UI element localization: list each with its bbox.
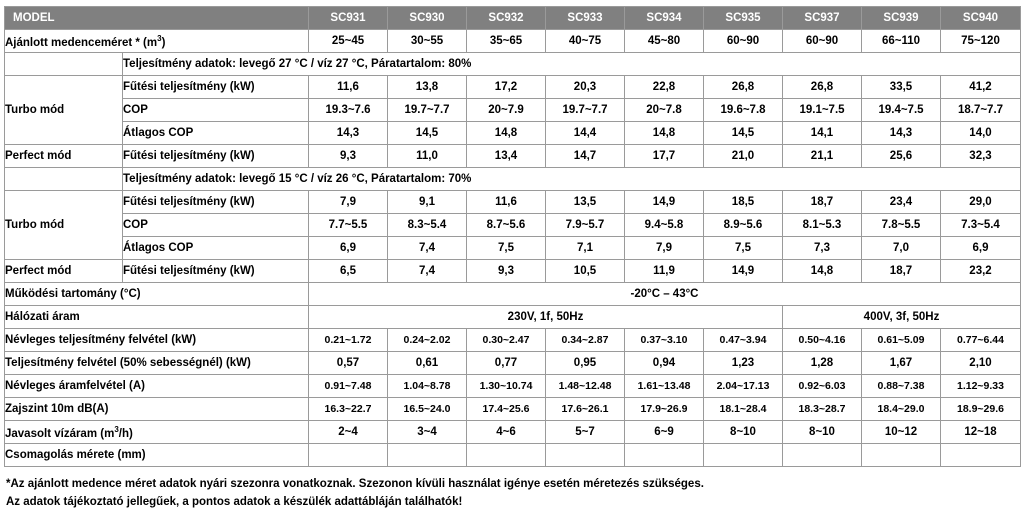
cell-value: 1,23 xyxy=(704,352,783,375)
row-sub-label: Átlagos COP xyxy=(123,237,309,260)
header-model-sc940: SC940 xyxy=(941,7,1021,30)
cell-value: 3~4 xyxy=(388,421,467,444)
cell-value: 26,8 xyxy=(783,76,862,99)
cell-value: 8~10 xyxy=(704,421,783,444)
row-group-label: Perfect mód xyxy=(5,260,123,283)
cell-value: 25,6 xyxy=(862,145,941,168)
footnote-1: *Az ajánlott medence méret adatok nyári szezonra vonatkoznak. Szezonon kívüli használat igénye esetén méretezés szükséges. xyxy=(6,478,704,490)
table-row xyxy=(5,122,1021,145)
cell-value: 2,10 xyxy=(941,352,1021,375)
cell-value: 20~7.9 xyxy=(467,99,546,122)
cell-value: 7,4 xyxy=(388,260,467,283)
cell-value: 26,8 xyxy=(704,76,783,99)
cell-value: 18,5 xyxy=(704,191,783,214)
cell-value: 0,94 xyxy=(625,352,704,375)
header-model-sc931: SC931 xyxy=(309,7,388,30)
table-row xyxy=(5,76,1021,99)
cell-value: 18,7 xyxy=(862,260,941,283)
cell-value: 12~18 xyxy=(941,421,1021,444)
row-group-label: Turbo mód xyxy=(5,76,123,145)
cell-value: 1.04~8.78 xyxy=(388,375,467,398)
cell-value: 13,5 xyxy=(546,191,625,214)
cell-value: 1,28 xyxy=(783,352,862,375)
cell-value: 0.47~3.94 xyxy=(704,329,783,352)
cell-value: 0.37~3.10 xyxy=(625,329,704,352)
table-band-row xyxy=(5,53,1021,76)
table-row xyxy=(5,306,1021,329)
cell-value: 8.7~5.6 xyxy=(467,214,546,237)
cell-value: 7.9~5.7 xyxy=(546,214,625,237)
cell-value: 13,8 xyxy=(388,76,467,99)
cell-value: 7,5 xyxy=(704,237,783,260)
cell-value xyxy=(625,444,704,467)
cell-value: 0.77~6.44 xyxy=(941,329,1021,352)
cell-value: 23,2 xyxy=(941,260,1021,283)
cell-value: 1.61~13.48 xyxy=(625,375,704,398)
cell-value: 14,9 xyxy=(625,191,704,214)
row-sub-label: Fűtési teljesítmény (kW) xyxy=(123,260,309,283)
row-sub-label: COP xyxy=(123,214,309,237)
cell-value: 0.50~4.16 xyxy=(783,329,862,352)
cell-value: 11,9 xyxy=(625,260,704,283)
cell-value: 9,1 xyxy=(388,191,467,214)
footnote-2: Az adatok tájékoztató jellegűek, a pontos adatok a készülék adattábláján találhatók! xyxy=(6,495,463,508)
cell-value: 13,4 xyxy=(467,145,546,168)
row-label: Névleges áramfelvétel (A) xyxy=(5,375,309,398)
cell-value: 7.3~5.4 xyxy=(941,214,1021,237)
cell-value: 22,8 xyxy=(625,76,704,99)
cell-value: 16.3~22.7 xyxy=(309,398,388,421)
band-label: Teljesítmény adatok: levegő 15 °C / víz 26 °C, Páratartalom: 70% xyxy=(123,168,1021,191)
cell-value xyxy=(309,444,388,467)
cell-value: 21,1 xyxy=(783,145,862,168)
cell-value: 14,8 xyxy=(467,122,546,145)
table-row xyxy=(5,145,1021,168)
row-label: Zajszint 10m dB(A) xyxy=(5,398,309,421)
cell-value: 41,2 xyxy=(941,76,1021,99)
cell-value xyxy=(467,444,546,467)
table-row xyxy=(5,375,1021,398)
cell-value: 9.4~5.8 xyxy=(625,214,704,237)
cell-value: 6,9 xyxy=(309,237,388,260)
cell-value: 14,4 xyxy=(546,122,625,145)
cell-value: 2.04~17.13 xyxy=(704,375,783,398)
cell-value: 11,0 xyxy=(388,145,467,168)
cell-value: 40~75 xyxy=(546,30,625,53)
cell-value: 18.7~7.7 xyxy=(941,99,1021,122)
table-row xyxy=(5,421,1021,444)
cell-value: 6,5 xyxy=(309,260,388,283)
cell-value: 4~6 xyxy=(467,421,546,444)
cell-value: 25~45 xyxy=(309,30,388,53)
cell-value: 0,95 xyxy=(546,352,625,375)
table-header-row xyxy=(5,7,1021,30)
header-model-sc932: SC932 xyxy=(467,7,546,30)
table-row xyxy=(5,283,1021,306)
footnotes xyxy=(6,476,1018,510)
cell-value: 0.92~6.03 xyxy=(783,375,862,398)
cell-value: 8.9~5.6 xyxy=(704,214,783,237)
table-row xyxy=(5,237,1021,260)
row-group-label: Perfect mód xyxy=(5,145,123,168)
cell-value: 14,1 xyxy=(783,122,862,145)
cell-value: 7,0 xyxy=(862,237,941,260)
cell-value: 0,77 xyxy=(467,352,546,375)
row-group-label: Turbo mód xyxy=(5,191,123,260)
cell-value: 14,3 xyxy=(309,122,388,145)
band-label: Teljesítmény adatok: levegő 27 °C / víz 27 °C, Páratartalom: 80% xyxy=(123,53,1021,76)
span-value: -20°C – 43°C xyxy=(309,283,1021,306)
cell-value: 30~55 xyxy=(388,30,467,53)
band-spacer xyxy=(5,53,123,76)
cell-value: 0.91~7.48 xyxy=(309,375,388,398)
cell-value: 0.24~2.02 xyxy=(388,329,467,352)
cell-value: 1,67 xyxy=(862,352,941,375)
cell-value: 0.30~2.47 xyxy=(467,329,546,352)
cell-value: 16.5~24.0 xyxy=(388,398,467,421)
cell-value: 7,9 xyxy=(625,237,704,260)
cell-value: 7,1 xyxy=(546,237,625,260)
cell-value: 11,6 xyxy=(467,191,546,214)
cell-value: 19.1~7.5 xyxy=(783,99,862,122)
cell-value: 17,7 xyxy=(625,145,704,168)
cell-value: 14,8 xyxy=(783,260,862,283)
split-value-right: 400V, 3f, 50Hz xyxy=(783,306,1021,329)
table-row xyxy=(5,30,1021,53)
cell-value: 7,9 xyxy=(309,191,388,214)
row-label: Csomagolás mérete (mm) xyxy=(5,444,309,467)
header-model-sc933: SC933 xyxy=(546,7,625,30)
cell-value: 18,7 xyxy=(783,191,862,214)
cell-value: 14,0 xyxy=(941,122,1021,145)
row-label: Névleges teljesítmény felvétel (kW) xyxy=(5,329,309,352)
row-label: Működési tartomány (°C) xyxy=(5,283,309,306)
row-sub-label: COP xyxy=(123,99,309,122)
cell-value: 14,3 xyxy=(862,122,941,145)
specification-table xyxy=(4,6,1021,467)
cell-value: 20~7.8 xyxy=(625,99,704,122)
cell-value: 0,57 xyxy=(309,352,388,375)
cell-value: 1.30~10.74 xyxy=(467,375,546,398)
cell-value: 33,5 xyxy=(862,76,941,99)
cell-value: 21,0 xyxy=(704,145,783,168)
cell-value: 9,3 xyxy=(467,260,546,283)
row-sub-label: Fűtési teljesítmény (kW) xyxy=(123,145,309,168)
spec-sheet xyxy=(0,6,1024,510)
table-row xyxy=(5,329,1021,352)
cell-value xyxy=(546,444,625,467)
cell-value: 0,61 xyxy=(388,352,467,375)
cell-value: 0.88~7.38 xyxy=(862,375,941,398)
cell-value: 0.61~5.09 xyxy=(862,329,941,352)
cell-value: 18.1~28.4 xyxy=(704,398,783,421)
header-model-sc935: SC935 xyxy=(704,7,783,30)
cell-value: 7.8~5.5 xyxy=(862,214,941,237)
cell-value: 6~9 xyxy=(625,421,704,444)
cell-value: 8.1~5.3 xyxy=(783,214,862,237)
cell-value: 17.9~26.9 xyxy=(625,398,704,421)
cell-value: 7,4 xyxy=(388,237,467,260)
cell-value: 5~7 xyxy=(546,421,625,444)
cell-value: 7,5 xyxy=(467,237,546,260)
header-model-sc930: SC930 xyxy=(388,7,467,30)
cell-value: 0.34~2.87 xyxy=(546,329,625,352)
cell-value: 23,4 xyxy=(862,191,941,214)
cell-value xyxy=(941,444,1021,467)
cell-value: 18.3~28.7 xyxy=(783,398,862,421)
cell-value: 14,8 xyxy=(625,122,704,145)
row-label: Teljesítmény felvétel (50% sebességnél) (kW) xyxy=(5,352,309,375)
cell-value: 14,7 xyxy=(546,145,625,168)
cell-value: 19.3~7.6 xyxy=(309,99,388,122)
cell-value: 1.48~12.48 xyxy=(546,375,625,398)
row-sub-label: Fűtési teljesítmény (kW) xyxy=(123,76,309,99)
cell-value: 19.4~7.5 xyxy=(862,99,941,122)
cell-value: 32,3 xyxy=(941,145,1021,168)
cell-value: 20,3 xyxy=(546,76,625,99)
table-row xyxy=(5,191,1021,214)
cell-value: 29,0 xyxy=(941,191,1021,214)
header-model-sc937: SC937 xyxy=(783,7,862,30)
split-value-left: 230V, 1f, 50Hz xyxy=(309,306,783,329)
row-label: Javasolt vízáram $(m^3/h)$ xyxy=(5,421,309,444)
cell-value: 7.7~5.5 xyxy=(309,214,388,237)
cell-value: 19.7~7.7 xyxy=(388,99,467,122)
table-row xyxy=(5,352,1021,375)
cell-value: 18.9~29.6 xyxy=(941,398,1021,421)
table-row xyxy=(5,398,1021,421)
cell-value: 66~110 xyxy=(862,30,941,53)
cell-value: 8~10 xyxy=(783,421,862,444)
cell-value: 10~12 xyxy=(862,421,941,444)
table-row xyxy=(5,99,1021,122)
row-sub-label: Fűtési teljesítmény (kW) xyxy=(123,191,309,214)
cell-value: 60~90 xyxy=(783,30,862,53)
cell-value: 6,9 xyxy=(941,237,1021,260)
cell-value: 18.4~29.0 xyxy=(862,398,941,421)
cell-value: 1.12~9.33 xyxy=(941,375,1021,398)
cell-value xyxy=(704,444,783,467)
cell-value: 17.4~25.6 xyxy=(467,398,546,421)
cell-value: 60~90 xyxy=(704,30,783,53)
cell-value xyxy=(862,444,941,467)
row-label: Hálózati áram xyxy=(5,306,309,329)
cell-value: 0.21~1.72 xyxy=(309,329,388,352)
band-spacer xyxy=(5,168,123,191)
cell-value: 10,5 xyxy=(546,260,625,283)
cell-value xyxy=(388,444,467,467)
header-model-sc934: SC934 xyxy=(625,7,704,30)
table-row xyxy=(5,214,1021,237)
cell-value: 8.3~5.4 xyxy=(388,214,467,237)
cell-value: 17.6~26.1 xyxy=(546,398,625,421)
cell-value: 75~120 xyxy=(941,30,1021,53)
cell-value: 2~4 xyxy=(309,421,388,444)
row-label: Ajánlott medenceméret * $(m^3)$ xyxy=(5,30,309,53)
cell-value: 19.6~7.8 xyxy=(704,99,783,122)
header-model-sc939: SC939 xyxy=(862,7,941,30)
cell-value: 35~65 xyxy=(467,30,546,53)
cell-value xyxy=(783,444,862,467)
cell-value: 14,5 xyxy=(704,122,783,145)
header-model-label: MODEL xyxy=(5,7,309,30)
cell-value: 9,3 xyxy=(309,145,388,168)
cell-value: 11,6 xyxy=(309,76,388,99)
table-row xyxy=(5,260,1021,283)
cell-value: 14,5 xyxy=(388,122,467,145)
cell-value: 17,2 xyxy=(467,76,546,99)
row-sub-label: Átlagos COP xyxy=(123,122,309,145)
cell-value: 14,9 xyxy=(704,260,783,283)
cell-value: 45~80 xyxy=(625,30,704,53)
table-band-row xyxy=(5,168,1021,191)
cell-value: 19.7~7.7 xyxy=(546,99,625,122)
cell-value: 7,3 xyxy=(783,237,862,260)
table-row xyxy=(5,444,1021,467)
